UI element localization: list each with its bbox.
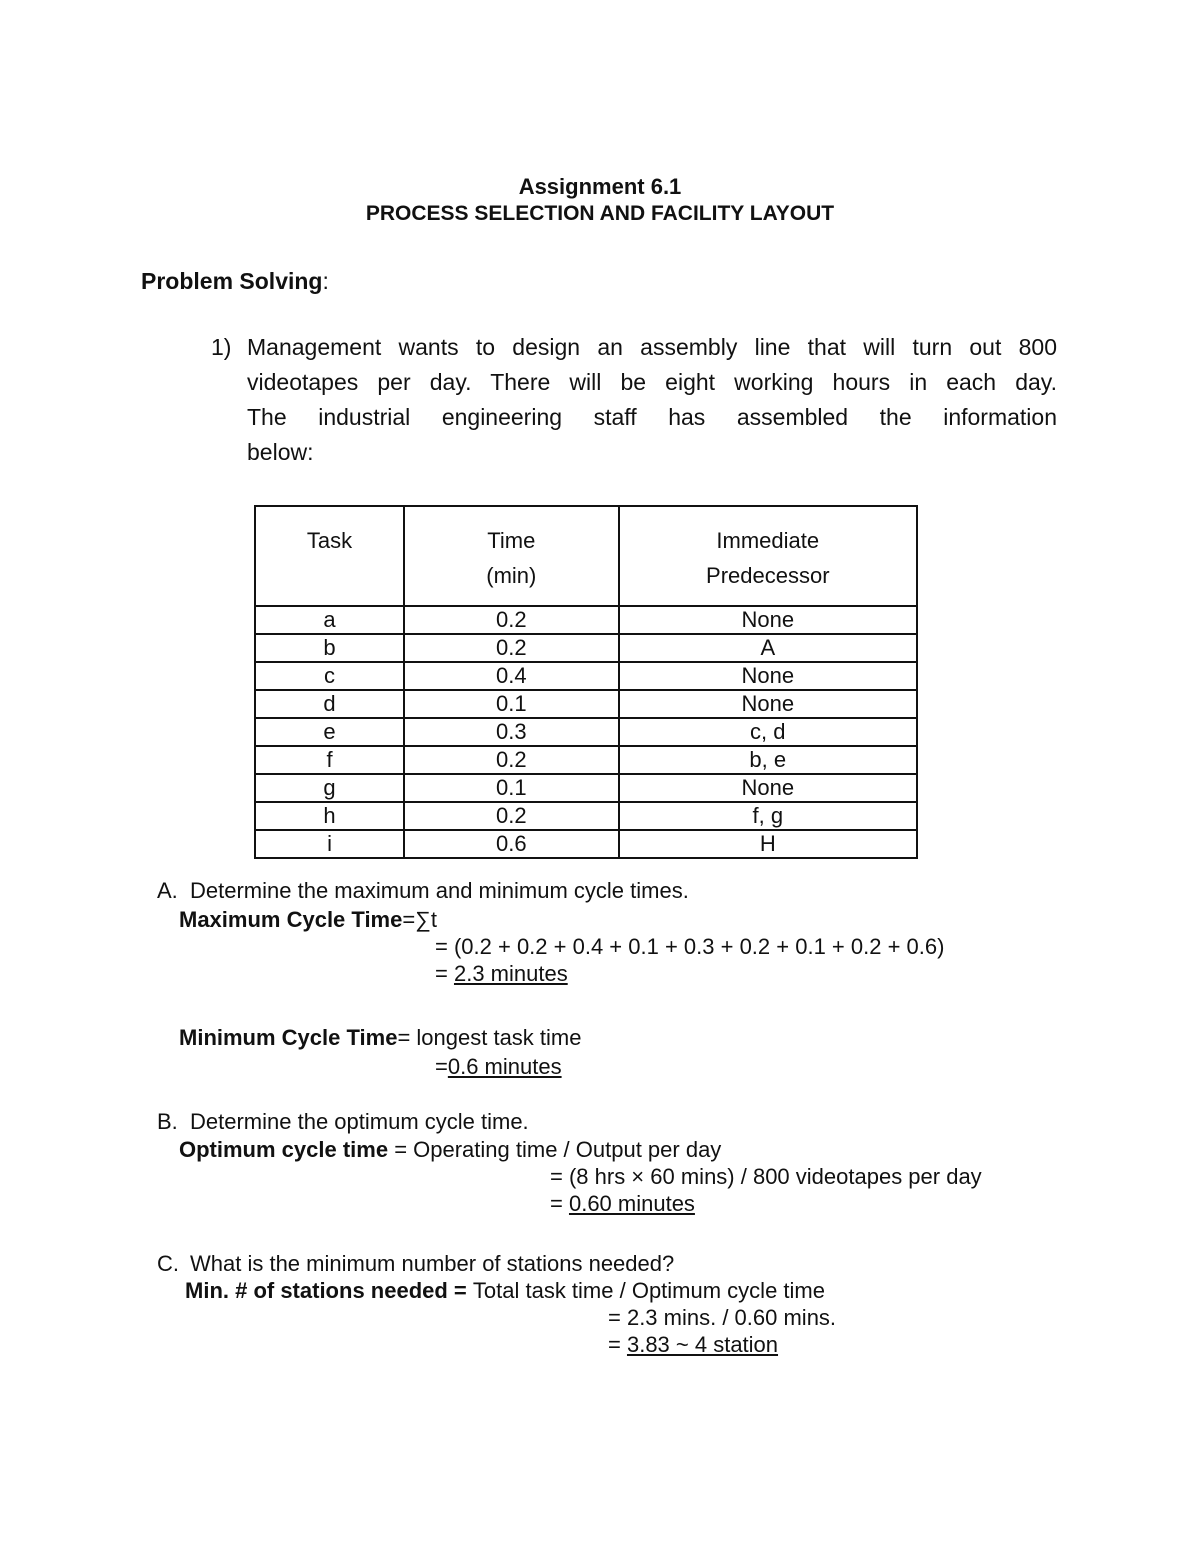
document-title: Assignment 6.1 <box>518 174 682 199</box>
cell-task: h <box>255 802 404 830</box>
optimum-cycle-result: = 0.60 minutes <box>550 1191 695 1216</box>
task-table <box>254 505 918 859</box>
optimum-cycle-calc: = (8 hrs × 60 mins) / 800 videotapes per day <box>550 1164 982 1189</box>
question-text <box>247 330 1057 470</box>
table-header-row <box>255 506 917 606</box>
question-line: videotapes per day. There will be eight working hours in each day. <box>247 369 1057 395</box>
optimum-cycle-line <box>179 1137 721 1163</box>
cell-predecessor: None <box>619 690 917 718</box>
optimum-cycle-label: Optimum cycle time <box>179 1137 389 1162</box>
cell-predecessor: H <box>619 830 917 858</box>
max-cycle-label: Maximum Cycle Time <box>179 907 403 932</box>
stations-result: = 3.83 ~ 4 station <box>608 1332 779 1357</box>
cell-predecessor: f, g <box>619 802 917 830</box>
stations-calc: = 2.3 mins. / 0.60 mins. <box>608 1305 837 1330</box>
cell-time: 0.4 <box>404 662 619 690</box>
cell-task: d <box>255 690 404 718</box>
optimum-cycle-formula: = Operating time / Output per day <box>388 1137 722 1162</box>
table-row <box>255 634 917 662</box>
cell-task: c <box>255 662 404 690</box>
header-time: Time (min) <box>404 506 619 606</box>
stations-label: Min. # of stations needed = <box>185 1278 473 1303</box>
question-number: 1) <box>211 334 232 360</box>
stations-answer: 3.83 ~ 4 station <box>626 1332 779 1357</box>
cell-predecessor: A <box>619 634 917 662</box>
cell-predecessor: c, d <box>619 718 917 746</box>
cell-predecessor: None <box>619 606 917 634</box>
min-cycle-formula: = longest task time <box>397 1025 582 1050</box>
section-heading-label: Problem Solving <box>141 268 323 294</box>
table-row <box>255 746 917 774</box>
cell-time: 0.2 <box>404 634 619 662</box>
table-row <box>255 690 917 718</box>
table-row <box>255 802 917 830</box>
table-row <box>255 830 917 858</box>
cell-predecessor: None <box>619 774 917 802</box>
cell-time: 0.3 <box>404 718 619 746</box>
part-b-label: B. <box>157 1109 178 1134</box>
cell-predecessor: b, e <box>619 746 917 774</box>
min-cycle-label: Minimum Cycle Time <box>179 1025 398 1050</box>
cell-time: 0.2 <box>404 802 619 830</box>
table-row <box>255 718 917 746</box>
table-row <box>255 606 917 634</box>
part-a-label: A. <box>157 878 178 903</box>
part-a-question: Determine the maximum and minimum cycle times. <box>190 878 689 903</box>
stations-formula: Total task time / Optimum cycle time <box>472 1278 825 1303</box>
cell-task: a <box>255 606 404 634</box>
cell-predecessor: None <box>619 662 917 690</box>
cell-task: f <box>255 746 404 774</box>
header-task: Task <box>255 506 404 606</box>
cell-task: g <box>255 774 404 802</box>
max-cycle-answer: 2.3 minutes <box>453 961 568 986</box>
section-heading-colon: : <box>322 268 329 294</box>
max-cycle-formula: =∑t <box>402 907 438 932</box>
cell-time: 0.1 <box>404 774 619 802</box>
min-cycle-line <box>179 1025 581 1051</box>
part-c-question: What is the minimum number of stations needed? <box>190 1251 675 1276</box>
stations-line <box>185 1278 825 1304</box>
part-b-question: Determine the optimum cycle time. <box>190 1109 529 1134</box>
cell-task: e <box>255 718 404 746</box>
max-cycle-result: = 2.3 minutes <box>435 961 568 986</box>
cell-task: i <box>255 830 404 858</box>
table-row <box>255 774 917 802</box>
table-row <box>255 662 917 690</box>
min-cycle-answer: 0.6 minutes <box>447 1054 562 1079</box>
question-line: below: <box>247 439 314 465</box>
cell-task: b <box>255 634 404 662</box>
cell-time: 0.6 <box>404 830 619 858</box>
cell-time: 0.2 <box>404 606 619 634</box>
question-line: Management wants to design an assembly line that will turn out 800 <box>247 334 1057 360</box>
document-subtitle: PROCESS SELECTION AND FACILITY LAYOUT <box>365 202 835 225</box>
cell-time: 0.2 <box>404 746 619 774</box>
section-heading <box>141 268 329 295</box>
part-c-label: C. <box>157 1251 179 1276</box>
min-cycle-result: =0.6 minutes <box>435 1054 562 1079</box>
header-predecessor: Immediate Predecessor <box>619 506 917 606</box>
cell-time: 0.1 <box>404 690 619 718</box>
max-cycle-sum: = (0.2 + 0.2 + 0.4 + 0.1 + 0.3 + 0.2 + 0.1 + 0.2 + 0.6) <box>435 934 945 959</box>
question-line: The industrial engineering staff has assembled the information <box>247 404 1057 430</box>
optimum-cycle-answer: 0.60 minutes <box>568 1191 695 1216</box>
max-cycle-line <box>179 907 437 933</box>
